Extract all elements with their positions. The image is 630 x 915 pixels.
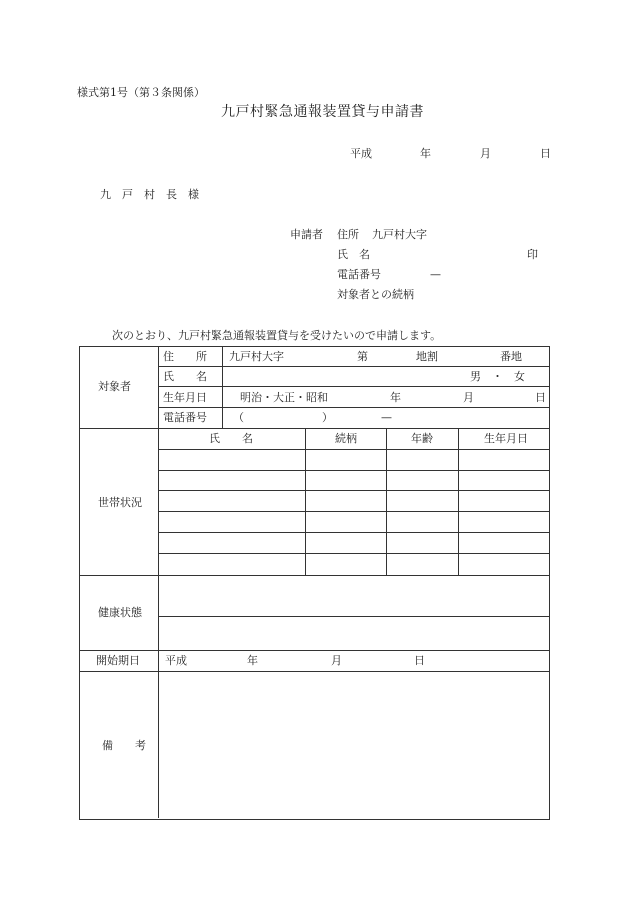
row-divider xyxy=(158,490,550,491)
subject-birth-month: 月 xyxy=(463,391,474,404)
date-month: 月 xyxy=(480,147,491,160)
subject-phone-label: 電話番号 xyxy=(163,411,207,424)
section-divider xyxy=(79,650,550,651)
start-date-era: 平成 xyxy=(165,654,187,667)
column-divider xyxy=(222,346,223,428)
row-divider xyxy=(158,532,550,533)
subject-birth-eras: 明治・大正・昭和 xyxy=(240,391,328,404)
subject-address-chiwari: 地割 xyxy=(416,350,438,363)
applicant-address-label: 住所 xyxy=(337,228,359,241)
column-divider xyxy=(305,428,306,575)
remarks-label: 備 考 xyxy=(102,739,146,752)
subject-phone-dash: — xyxy=(381,411,392,424)
start-date-day: 日 xyxy=(414,654,425,667)
subject-phone-paren-open: （ xyxy=(233,411,244,424)
application-table xyxy=(79,346,550,820)
household-col-relation: 続柄 xyxy=(335,432,357,445)
subject-address-value: 九戸村大字 xyxy=(229,350,284,363)
row-divider xyxy=(158,470,550,471)
column-divider xyxy=(458,428,459,575)
row-divider xyxy=(158,386,550,387)
section-divider xyxy=(79,428,550,429)
addressee: 九 戸 村 長 様 xyxy=(100,188,199,201)
intro-text: 次のとおり、九戸村緊急通報装置貸与を受けたいので申請します。 xyxy=(112,329,442,342)
household-col-age: 年齢 xyxy=(411,432,433,445)
subject-address-dai: 第 xyxy=(357,350,368,363)
row-divider xyxy=(158,511,550,512)
applicant-heading: 申請者 xyxy=(290,228,323,241)
row-divider xyxy=(158,449,550,450)
subject-gender: 男 ・ 女 xyxy=(470,370,525,383)
household-col-birthdate: 生年月日 xyxy=(484,432,528,445)
row-divider xyxy=(158,616,550,617)
subject-birth-day: 日 xyxy=(535,391,546,404)
health-section-label: 健康状態 xyxy=(98,606,142,619)
form-title: 九戸村緊急通報装置貸与申請書 xyxy=(221,104,424,120)
section-divider xyxy=(79,575,550,576)
applicant-relation-label: 対象者との続柄 xyxy=(337,288,414,301)
row-divider xyxy=(158,553,550,554)
start-date-month: 月 xyxy=(331,654,342,667)
row-divider xyxy=(158,407,550,408)
subject-name-label: 氏 名 xyxy=(163,370,207,383)
column-divider xyxy=(386,428,387,575)
subject-section-label: 対象者 xyxy=(98,380,131,393)
applicant-address-value: 九戸村大字 xyxy=(372,228,427,241)
column-divider xyxy=(158,346,159,818)
household-col-name: 氏 名 xyxy=(209,432,253,445)
subject-address-label: 住 所 xyxy=(163,350,207,363)
subject-address-banchi: 番地 xyxy=(500,350,522,363)
table-border xyxy=(79,346,550,820)
applicant-phone-dash: — xyxy=(430,268,441,281)
date-year: 年 xyxy=(420,147,431,160)
row-divider xyxy=(158,366,550,367)
section-divider xyxy=(79,671,550,672)
applicant-name-label: 氏 名 xyxy=(337,248,370,261)
form-number: 様式第1号（第３条関係） xyxy=(77,86,205,99)
household-section-label: 世帯状況 xyxy=(98,496,142,509)
applicant-phone-label: 電話番号 xyxy=(337,268,381,281)
seal-mark: 印 xyxy=(527,248,538,261)
subject-birth-label: 生年月日 xyxy=(163,391,207,404)
subject-phone-paren-close: ） xyxy=(322,411,333,424)
start-date-year: 年 xyxy=(247,654,258,667)
subject-birth-year: 年 xyxy=(390,391,401,404)
date-era: 平成 xyxy=(350,147,372,160)
start-date-label: 開始期日 xyxy=(96,654,140,667)
date-day: 日 xyxy=(540,147,551,160)
